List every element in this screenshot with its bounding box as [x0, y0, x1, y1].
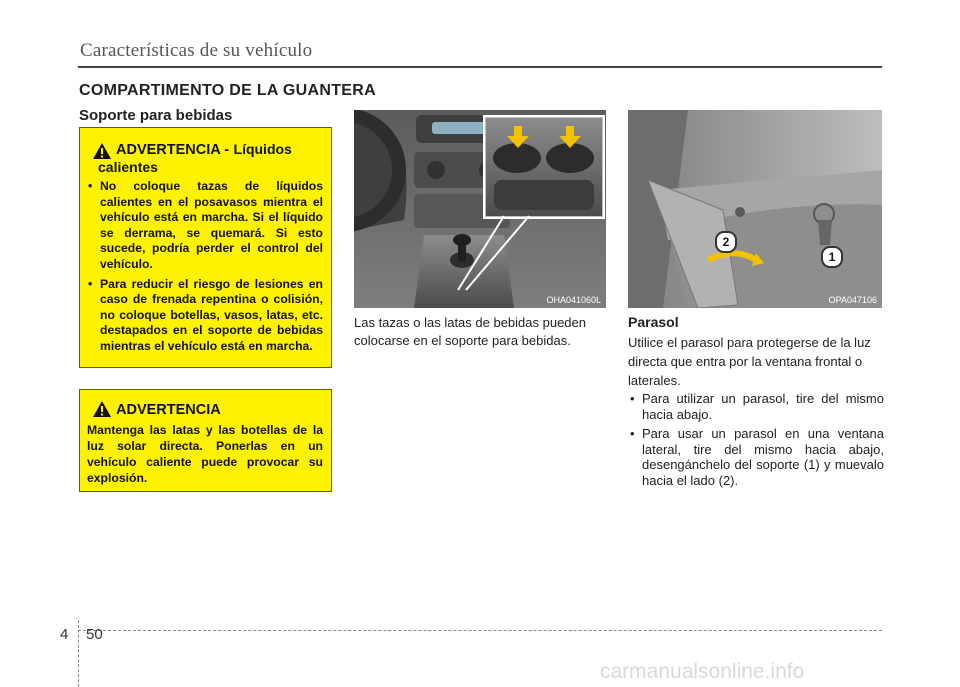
warning-heading [116, 141, 292, 159]
cup-holder-illustration [354, 110, 606, 308]
cup-holder-description: Las tazas o las latas de bebidas pueden colocarse en el soporte para bebidas. [354, 315, 587, 348]
parasol-title: Parasol [628, 314, 679, 330]
footer-rule [78, 630, 882, 631]
warning-item: • No coloque tazas de líquidos calientes en el posavasos mientra el vehículo está en marcha. Si el líquido se derrama, se quemará. Si esto sucede, podría perder el control del vehículo. [88, 179, 323, 273]
warning-triangle-icon [92, 400, 112, 418]
warning-subtitle-line2: calientes [98, 159, 158, 175]
photo-code: OHA041060L [546, 295, 601, 305]
page-number: 50 [86, 626, 103, 643]
parasol-content [628, 333, 884, 492]
sunvisor-photo [628, 110, 882, 308]
chapter-title: Características de su vehículo [80, 40, 313, 61]
warning-box-hot-liquids [79, 127, 332, 368]
sunvisor-illustration [628, 110, 882, 308]
callout-1: 1 [821, 246, 843, 268]
watermark: carmanualsonline.info [600, 660, 805, 683]
warning-label: ADVERTENCIA [116, 402, 221, 418]
callout-2: 2 [715, 231, 737, 253]
cup-holder-title: Soporte para bebidas [79, 107, 233, 124]
page-chapter: 4 [60, 626, 69, 643]
header-rule [78, 66, 882, 68]
parasol-item: • Para usar un parasol en una ventana lateral, tire del mismo hacia abajo, desengánchelo del soporte (1) y muevalo hacia el lado (2). [628, 426, 884, 488]
warning-item: • Para reducir el riesgo de lesiones en caso de frenada repentina o colisión, no coloque botellas, vasos, latas, etc. destapados en el soporte de bebidas mientras el vehículo está en marcha. [88, 277, 323, 355]
section-title: COMPARTIMENTO DE LA GUANTERA [79, 82, 376, 99]
parasol-list [628, 391, 884, 488]
warning-label: ADVERTENCIA - [116, 142, 230, 158]
photo-code: OPA047106 [828, 295, 877, 305]
cup-holder-photo [354, 110, 606, 308]
warning-subtitle-line1: Líquidos [233, 141, 292, 157]
parasol-intro: Utilice el parasol para protegerse de la luz directa que entra por la ventana frontal o laterales. [628, 335, 871, 388]
warning-text: Mantenga las latas y las botellas de la luz solar directa. Ponerlas en un vehículo caliente puede provocar su explosión. [87, 423, 323, 485]
warning-triangle-icon [92, 142, 112, 160]
warning-list [88, 179, 323, 359]
warning-box-heat [79, 389, 332, 492]
parasol-item: • Para utilizar un parasol, tire del mismo hacia abajo. [628, 391, 884, 422]
footer-divider [78, 620, 79, 687]
